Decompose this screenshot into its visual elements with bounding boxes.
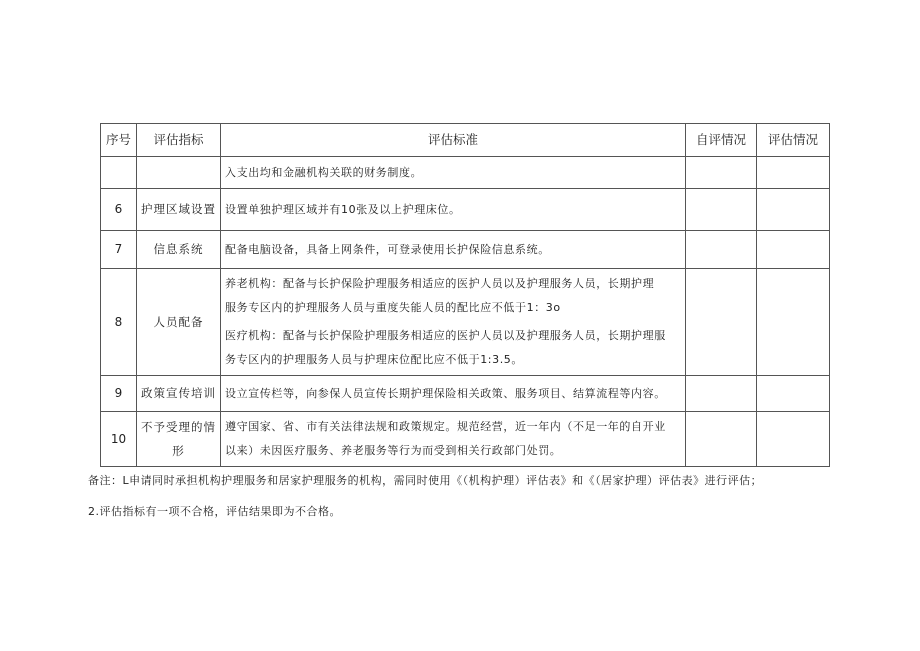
self-eval-cell [686,412,757,467]
eval-cell [757,376,830,412]
row-standard [221,231,686,269]
header-seq: 序号 [101,124,137,157]
row-standard [221,157,686,189]
indicator-line: 不予受理的情 [141,420,216,434]
row-standard [221,269,686,376]
table-row [101,157,830,189]
standard-line: 配备电脑设备，具备上网条件，可登录使用长护保险信息系统。 [225,242,550,256]
eval-cell [757,231,830,269]
row-indicator: 政策宣传培训 [137,376,221,412]
header-self-eval: 自评情况 [686,124,757,157]
row-indicator [137,157,221,189]
note-line: 2.评估指标有一项不合格，评估结果即为不合格。 [88,505,341,518]
row-indicator: 护理区域设置 [137,189,221,231]
table-row [101,376,830,412]
row-seq: 10 [101,412,137,467]
standard-line: 入支出均和金融机构关联的财务制度。 [225,165,423,179]
row-seq: 8 [101,269,137,376]
row-seq: 6 [101,189,137,231]
row-indicator: 人员配备 [137,269,221,376]
eval-cell [757,157,830,189]
row-seq: 7 [101,231,137,269]
row-indicator: 信息系统 [137,231,221,269]
eval-cell [757,189,830,231]
eval-cell [757,269,830,376]
standard-line: 服务专区内的护理服务人员与重度失能人员的配比应不低于1：3o [225,301,561,314]
table-header-row [101,124,830,157]
standard-line: 医疗机构：配备与长护保险护理服务相适应的医护人员以及护理服务人员，长期护理服 [225,329,666,342]
standard-line: 务专区内的护理服务人员与护理床位配比应不低于1:3.5。 [225,353,523,366]
header-indicator: 评估指标 [137,124,221,157]
header-standard: 评估标准 [221,124,686,157]
table-row [101,412,830,467]
standard-line: 遵守国家、省、市有关法律法规和政策规定。规范经营，近一年内（不足一年的自开业 [225,420,666,433]
standard-line: 以来）未因医疗服务、养老服务等行为而受到相关行政部门处罚。 [225,444,562,457]
eval-cell [757,412,830,467]
row-seq [101,157,137,189]
self-eval-cell [686,189,757,231]
indicator-line: 形 [172,444,185,458]
standard-line: 设立宣传栏等，向参保人员宣传长期护理保险相关政策、服务项目、结算流程等内容。 [225,386,666,400]
self-eval-cell [686,269,757,376]
table-row [101,231,830,269]
row-standard [221,412,686,467]
self-eval-cell [686,157,757,189]
table-row [101,189,830,231]
header-eval: 评估情况 [757,124,830,157]
standard-line: 设置单独护理区域并有10张及以上护理床位。 [225,202,461,216]
evaluation-table [100,123,830,467]
self-eval-cell [686,376,757,412]
standard-line: 养老机构：配备与长护保险护理服务相适应的医护人员以及护理服务人员，长期护理 [225,277,655,290]
row-indicator [137,412,221,467]
note-line: 备注：L申请同时承担机构护理服务和居家护理服务的机构，需同时使用《（机构护理）评估表》和《（居家护理）评估表》进行评估； [88,474,763,487]
row-seq: 9 [101,376,137,412]
row-standard [221,189,686,231]
table-row [101,269,830,376]
self-eval-cell [686,231,757,269]
row-standard [221,376,686,412]
